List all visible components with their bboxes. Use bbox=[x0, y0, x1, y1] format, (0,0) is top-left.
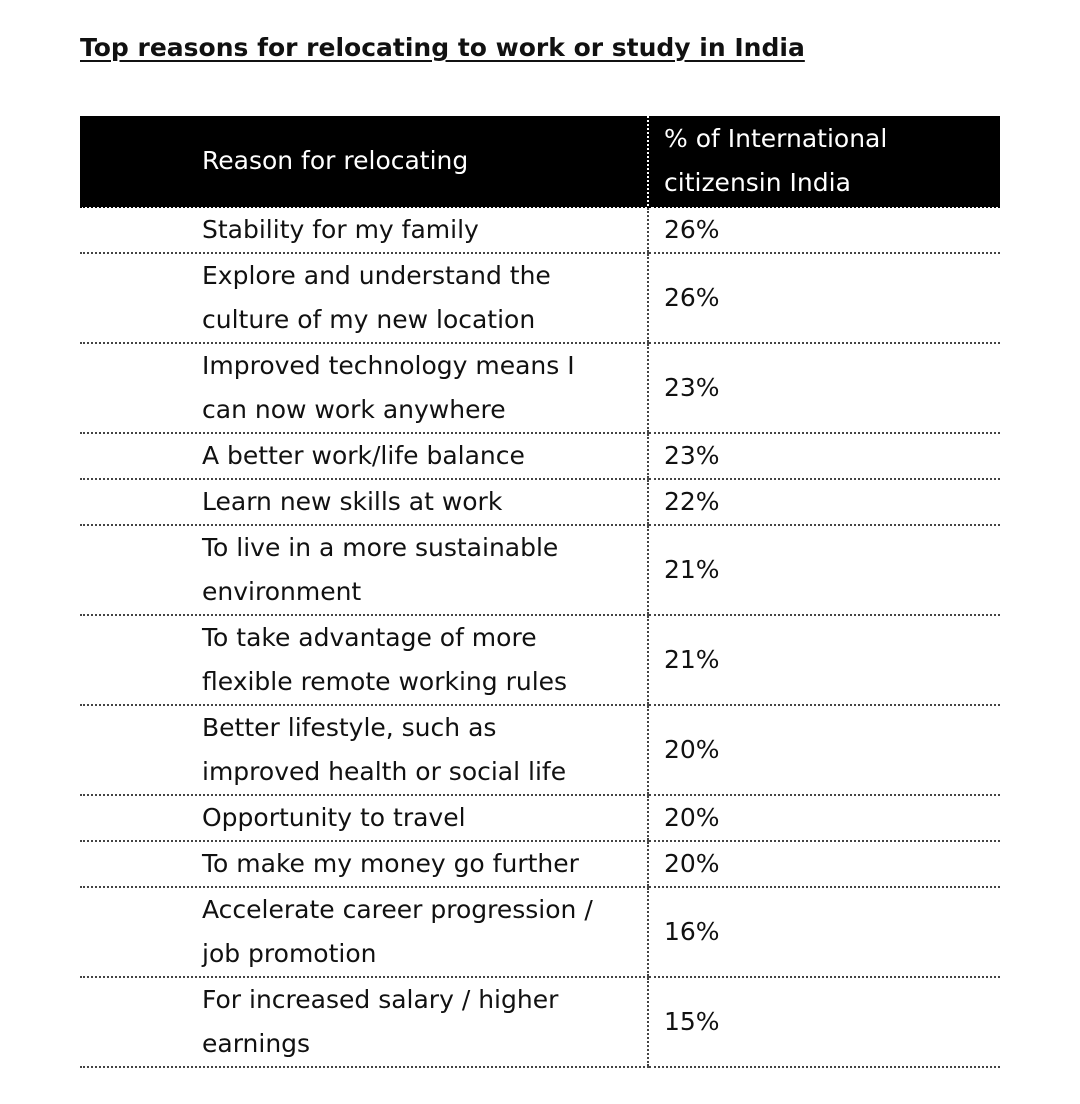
column-header-percent-line-2: citizensin India bbox=[664, 168, 851, 197]
page-title: Top reasons for relocating to work or study in India bbox=[80, 33, 805, 62]
table-row bbox=[80, 615, 1000, 705]
reason-cell bbox=[80, 433, 648, 479]
reason-cell bbox=[80, 479, 648, 525]
reason-cell bbox=[80, 705, 648, 795]
percent-cell: 22% bbox=[648, 479, 1000, 525]
percent-cell: 15% bbox=[648, 977, 1000, 1067]
column-header-percent bbox=[648, 116, 1000, 207]
percent-cell: 20% bbox=[648, 705, 1000, 795]
reason-text-line: For increased salary / higher bbox=[202, 985, 559, 1014]
reason-text-line: Opportunity to travel bbox=[202, 803, 466, 832]
percent-cell: 23% bbox=[648, 433, 1000, 479]
percent-cell: 26% bbox=[648, 207, 1000, 253]
reason-text-line: environment bbox=[202, 577, 362, 606]
reason-cell bbox=[80, 887, 648, 977]
table-row bbox=[80, 525, 1000, 615]
reason-text-line: Better lifestyle, such as bbox=[202, 713, 497, 742]
reason-text-line: can now work anywhere bbox=[202, 395, 506, 424]
reason-cell bbox=[80, 207, 648, 253]
column-header-percent-line-1: % of International bbox=[664, 124, 888, 153]
reason-text-line: earnings bbox=[202, 1029, 311, 1058]
percent-cell: 20% bbox=[648, 841, 1000, 887]
column-header-reason-label: Reason for relocating bbox=[202, 146, 469, 175]
percent-cell: 26% bbox=[648, 253, 1000, 343]
reason-text-line: A better work/life balance bbox=[202, 441, 525, 470]
reason-text-line: Improved technology means I bbox=[202, 351, 575, 380]
table-header bbox=[80, 116, 1000, 207]
table-row bbox=[80, 479, 1000, 525]
reason-cell bbox=[80, 343, 648, 433]
reason-cell bbox=[80, 977, 648, 1067]
reason-cell bbox=[80, 841, 648, 887]
reason-text-line: To make my money go further bbox=[202, 849, 579, 878]
table-row bbox=[80, 795, 1000, 841]
reason-text-line: Explore and understand the bbox=[202, 261, 551, 290]
reason-text-line: To take advantage of more bbox=[202, 623, 537, 652]
reason-cell bbox=[80, 253, 648, 343]
percent-cell: 21% bbox=[648, 525, 1000, 615]
percent-cell: 16% bbox=[648, 887, 1000, 977]
reason-text-line: Learn new skills at work bbox=[202, 487, 503, 516]
table-row bbox=[80, 887, 1000, 977]
reason-text-line: To live in a more sustainable bbox=[202, 533, 559, 562]
table-row bbox=[80, 705, 1000, 795]
reason-cell bbox=[80, 795, 648, 841]
reason-text-line: Stability for my family bbox=[202, 215, 479, 244]
percent-cell: 23% bbox=[648, 343, 1000, 433]
reason-text-line: job promotion bbox=[202, 939, 377, 968]
reason-text-line: culture of my new location bbox=[202, 305, 536, 334]
table-body bbox=[80, 207, 1000, 1067]
reason-cell bbox=[80, 615, 648, 705]
table-row bbox=[80, 207, 1000, 253]
relocation-reasons-table bbox=[80, 116, 1000, 1068]
reason-text-line: flexible remote working rules bbox=[202, 667, 568, 696]
reason-text-line: improved health or social life bbox=[202, 757, 567, 786]
table-header-row bbox=[80, 116, 1000, 207]
percent-cell: 21% bbox=[648, 615, 1000, 705]
column-header-reason bbox=[80, 116, 648, 207]
reason-cell bbox=[80, 525, 648, 615]
table-row bbox=[80, 841, 1000, 887]
table-row bbox=[80, 977, 1000, 1067]
percent-cell: 20% bbox=[648, 795, 1000, 841]
table-row bbox=[80, 343, 1000, 433]
table-row bbox=[80, 433, 1000, 479]
table-row bbox=[80, 253, 1000, 343]
reason-text-line: Accelerate career progression / bbox=[202, 895, 593, 924]
